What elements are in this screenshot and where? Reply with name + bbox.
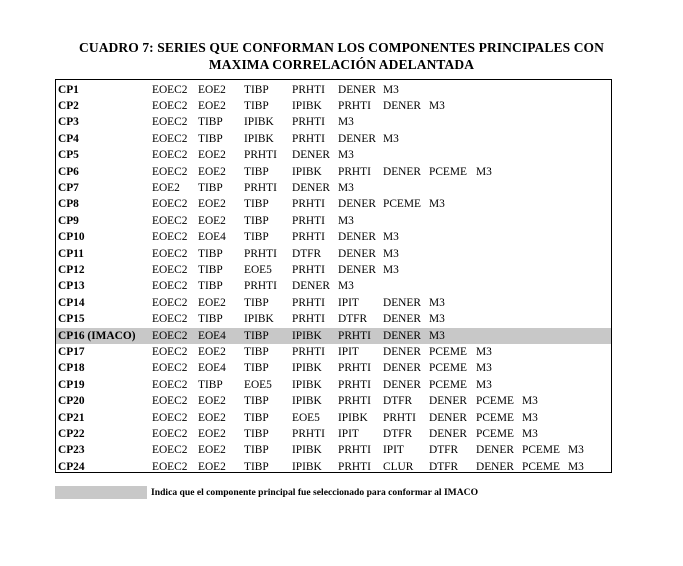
series-cell: EOE2 xyxy=(198,296,226,309)
series-cell: TIBP xyxy=(198,181,223,194)
series-cell: M3 xyxy=(568,460,584,473)
series-cell: DENER xyxy=(383,296,421,309)
series-cell: PRHTI xyxy=(338,329,371,342)
series-cell: EOEC2 xyxy=(152,165,188,178)
row-label: CP23 xyxy=(58,444,85,457)
series-cell: PRHTI xyxy=(338,378,371,391)
legend-swatch xyxy=(55,486,147,499)
series-cell: M3 xyxy=(522,427,538,440)
series-cell: PRHTI xyxy=(383,411,416,424)
row-label: CP19 xyxy=(58,378,85,391)
series-cell: EOE2 xyxy=(198,198,226,211)
series-cell: DENER xyxy=(292,181,330,194)
series-cell: DTFR xyxy=(429,444,459,457)
series-cell: DENER xyxy=(338,263,376,276)
series-cell: PRHTI xyxy=(338,99,371,112)
series-cell: PRHTI xyxy=(244,280,277,293)
series-cell: M3 xyxy=(338,116,354,129)
series-cell: PCEME xyxy=(476,395,514,408)
series-cell: EOE2 xyxy=(198,395,226,408)
series-cell: IPIBK xyxy=(292,329,322,342)
series-cell: EOE2 xyxy=(198,411,226,424)
series-cell: EOEC2 xyxy=(152,378,188,391)
series-cell: TIBP xyxy=(244,165,269,178)
series-cell: M3 xyxy=(383,83,399,96)
series-cell: DENER xyxy=(338,198,376,211)
series-cell: M3 xyxy=(522,395,538,408)
series-cell: EOE2 xyxy=(198,427,226,440)
row-label: CP24 xyxy=(58,460,85,473)
series-cell: EOEC2 xyxy=(152,263,188,276)
row-label: CP12 xyxy=(58,263,85,276)
series-cell: EOE2 xyxy=(198,345,226,358)
table-row xyxy=(56,360,611,376)
series-cell: DENER xyxy=(383,378,421,391)
series-cell: TIBP xyxy=(244,214,269,227)
series-cell: TIBP xyxy=(244,83,269,96)
series-cell: EOEC2 xyxy=(152,427,188,440)
row-label: CP17 xyxy=(58,345,85,358)
series-cell: DENER xyxy=(292,149,330,162)
table-row xyxy=(56,344,611,360)
series-cell: EOEC2 xyxy=(152,231,188,244)
series-cell: M3 xyxy=(476,378,492,391)
series-cell: EOE2 xyxy=(152,181,180,194)
series-cell: DENER xyxy=(429,427,467,440)
series-cell: PRHTI xyxy=(338,165,371,178)
series-cell: DENER xyxy=(383,362,421,375)
series-cell: PCEME xyxy=(429,378,467,391)
table-row xyxy=(56,442,611,458)
table-row xyxy=(56,196,611,212)
table-row xyxy=(56,410,611,426)
series-cell: DENER xyxy=(338,247,376,260)
series-cell: EOEC2 xyxy=(152,313,188,326)
table-row xyxy=(56,180,611,196)
series-cell: EOEC2 xyxy=(152,83,188,96)
series-cell: PRHTI xyxy=(338,444,371,457)
series-cell: M3 xyxy=(429,99,445,112)
series-cell: EOEC2 xyxy=(152,247,188,260)
series-cell: IPIBK xyxy=(292,460,322,473)
series-cell: TIBP xyxy=(244,99,269,112)
series-cell: IPIBK xyxy=(338,411,368,424)
table-title-line-1: CUADRO 7: SERIES QUE CONFORMAN LOS COMPONENTES PRINCIPALES CON xyxy=(79,40,604,55)
series-cell: EOE2 xyxy=(198,149,226,162)
series-cell: M3 xyxy=(338,280,354,293)
series-cell: IPIBK xyxy=(244,116,274,129)
series-cell: DENER xyxy=(338,83,376,96)
series-cell: IPIT xyxy=(383,444,404,457)
series-cell: M3 xyxy=(476,345,492,358)
table-row xyxy=(56,393,611,409)
series-cell: EOE2 xyxy=(198,214,226,227)
row-label: CP2 xyxy=(58,99,79,112)
series-cell: EOEC2 xyxy=(152,149,188,162)
table-row xyxy=(56,311,611,327)
series-cell: TIBP xyxy=(244,345,269,358)
row-label: CP18 xyxy=(58,362,85,375)
table-row xyxy=(56,213,611,229)
row-label: CP13 xyxy=(58,280,85,293)
series-cell: M3 xyxy=(383,231,399,244)
series-cell: CLUR xyxy=(383,460,414,473)
series-cell: M3 xyxy=(476,165,492,178)
series-cell: DTFR xyxy=(383,427,413,440)
table-row xyxy=(56,262,611,278)
series-cell: DENER xyxy=(338,231,376,244)
series-cell: EOEC2 xyxy=(152,132,188,145)
series-cell: PCEME xyxy=(383,198,421,211)
series-cell: DTFR xyxy=(383,395,413,408)
series-cell: DENER xyxy=(476,444,514,457)
table-row xyxy=(56,114,611,130)
series-cell: EOEC2 xyxy=(152,411,188,424)
series-cell: DENER xyxy=(383,99,421,112)
series-cell: M3 xyxy=(338,214,354,227)
series-cell: PRHTI xyxy=(292,214,325,227)
series-cell: IPIBK xyxy=(292,165,322,178)
series-cell: EOE2 xyxy=(198,165,226,178)
series-cell: PRHTI xyxy=(338,460,371,473)
series-cell: DENER xyxy=(383,313,421,326)
table-row xyxy=(56,82,611,98)
series-cell: M3 xyxy=(383,247,399,260)
series-cell: TIBP xyxy=(244,460,269,473)
series-cell: EOEC2 xyxy=(152,460,188,473)
series-cell: IPIBK xyxy=(292,395,322,408)
row-label: CP5 xyxy=(58,149,79,162)
series-cell: PRHTI xyxy=(292,313,325,326)
series-cell: EOE4 xyxy=(198,329,226,342)
series-cell: M3 xyxy=(338,181,354,194)
series-cell: EOE4 xyxy=(198,231,226,244)
series-cell: DENER xyxy=(429,395,467,408)
row-label: CP21 xyxy=(58,411,85,424)
series-cell: TIBP xyxy=(244,411,269,424)
series-cell: TIBP xyxy=(244,444,269,457)
series-cell: DENER xyxy=(292,280,330,293)
series-cell: M3 xyxy=(522,411,538,424)
series-cell: PCEME xyxy=(522,460,560,473)
table-row xyxy=(56,98,611,114)
table-row xyxy=(56,246,611,262)
series-cell: EOE5 xyxy=(292,411,320,424)
series-cell: IPIT xyxy=(338,345,359,358)
row-label: CP11 xyxy=(58,247,84,260)
series-cell: EOE5 xyxy=(244,378,272,391)
series-cell: M3 xyxy=(429,313,445,326)
row-label: CP6 xyxy=(58,165,79,178)
series-cell: TIBP xyxy=(198,116,223,129)
series-cell: IPIBK xyxy=(244,132,274,145)
series-cell: DENER xyxy=(338,132,376,145)
series-cell: IPIBK xyxy=(292,99,322,112)
series-cell: PRHTI xyxy=(292,296,325,309)
series-cell: DENER xyxy=(429,411,467,424)
series-cell: IPIBK xyxy=(292,444,322,457)
series-cell: TIBP xyxy=(244,296,269,309)
series-cell: EOEC2 xyxy=(152,395,188,408)
series-cell: EOEC2 xyxy=(152,116,188,129)
series-cell: PRHTI xyxy=(292,116,325,129)
row-label: CP3 xyxy=(58,116,79,129)
series-cell: M3 xyxy=(568,444,584,457)
table-row xyxy=(56,328,611,344)
series-cell: EOE5 xyxy=(244,263,272,276)
series-cell: PCEME xyxy=(429,345,467,358)
series-cell: DTFR xyxy=(292,247,322,260)
series-cell: EOE2 xyxy=(198,444,226,457)
row-label: CP4 xyxy=(58,132,79,145)
series-cell: EOEC2 xyxy=(152,444,188,457)
series-cell: DENER xyxy=(383,345,421,358)
series-cell: TIBP xyxy=(244,198,269,211)
series-cell: M3 xyxy=(429,296,445,309)
series-cell: PCEME xyxy=(522,444,560,457)
row-label: CP8 xyxy=(58,198,79,211)
series-cell: EOEC2 xyxy=(152,362,188,375)
series-cell: IPIBK xyxy=(292,378,322,391)
series-cell: EOEC2 xyxy=(152,99,188,112)
series-cell: IPIT xyxy=(338,296,359,309)
row-label: CP22 xyxy=(58,427,85,440)
series-cell: EOE4 xyxy=(198,362,226,375)
series-cell: EOEC2 xyxy=(152,198,188,211)
legend-text: Indica que el componente principal fue seleccionado para conformar al IMACO xyxy=(151,487,479,498)
series-cell: EOEC2 xyxy=(152,329,188,342)
series-cell: M3 xyxy=(383,132,399,145)
series-cell: PRHTI xyxy=(292,427,325,440)
series-cell: PRHTI xyxy=(292,263,325,276)
series-cell: PRHTI xyxy=(338,395,371,408)
row-label: CP7 xyxy=(58,181,79,194)
series-cell: DENER xyxy=(383,165,421,178)
series-cell: TIBP xyxy=(244,395,269,408)
series-cell: TIBP xyxy=(198,247,223,260)
series-cell: EOE2 xyxy=(198,460,226,473)
row-label: CP15 xyxy=(58,313,85,326)
series-cell: EOEC2 xyxy=(152,280,188,293)
series-cell: PRHTI xyxy=(338,362,371,375)
row-label: CP16 (IMACO) xyxy=(58,329,136,342)
series-cell: M3 xyxy=(429,329,445,342)
series-cell: PCEME xyxy=(429,362,467,375)
series-cell: PRHTI xyxy=(292,198,325,211)
table-title-line-2: MAXIMA CORRELACIÓN ADELANTADA xyxy=(208,57,475,72)
series-cell: DENER xyxy=(476,460,514,473)
series-cell: TIBP xyxy=(244,362,269,375)
series-cell: PRHTI xyxy=(244,149,277,162)
components-table xyxy=(55,79,612,473)
series-cell: TIBP xyxy=(198,263,223,276)
series-cell: M3 xyxy=(429,198,445,211)
series-cell: PCEME xyxy=(429,165,467,178)
series-cell: PRHTI xyxy=(292,345,325,358)
series-cell: PRHTI xyxy=(292,132,325,145)
table-row xyxy=(56,131,611,147)
table-row xyxy=(56,295,611,311)
series-cell: M3 xyxy=(476,362,492,375)
series-cell: EOE2 xyxy=(198,83,226,96)
series-cell: DENER xyxy=(383,329,421,342)
series-cell: PRHTI xyxy=(244,181,277,194)
series-cell: EOE2 xyxy=(198,99,226,112)
series-cell: TIBP xyxy=(244,231,269,244)
series-cell: PCEME xyxy=(476,427,514,440)
row-label: CP20 xyxy=(58,395,85,408)
series-cell: TIBP xyxy=(244,329,269,342)
series-cell: IPIBK xyxy=(292,362,322,375)
row-label: CP1 xyxy=(58,83,79,96)
table-row xyxy=(56,147,611,163)
series-cell: TIBP xyxy=(198,132,223,145)
series-cell: M3 xyxy=(338,149,354,162)
series-cell: DTFR xyxy=(429,460,459,473)
row-label: CP9 xyxy=(58,214,79,227)
table-row xyxy=(56,164,611,180)
series-cell: IPIT xyxy=(338,427,359,440)
series-cell: PCEME xyxy=(476,411,514,424)
table-row xyxy=(56,229,611,245)
series-cell: PRHTI xyxy=(292,83,325,96)
series-cell: EOEC2 xyxy=(152,345,188,358)
table-row xyxy=(56,459,611,475)
series-cell: DTFR xyxy=(338,313,368,326)
table-row xyxy=(56,377,611,393)
series-cell: EOEC2 xyxy=(152,296,188,309)
table-row xyxy=(56,278,611,294)
table-row xyxy=(56,426,611,442)
series-cell: TIBP xyxy=(198,280,223,293)
series-cell: PRHTI xyxy=(244,247,277,260)
series-cell: PRHTI xyxy=(292,231,325,244)
series-cell: M3 xyxy=(383,263,399,276)
series-cell: IPIBK xyxy=(244,313,274,326)
series-cell: TIBP xyxy=(244,427,269,440)
series-cell: EOEC2 xyxy=(152,214,188,227)
row-label: CP10 xyxy=(58,231,85,244)
series-cell: TIBP xyxy=(198,313,223,326)
series-cell: TIBP xyxy=(198,378,223,391)
row-label: CP14 xyxy=(58,296,85,309)
